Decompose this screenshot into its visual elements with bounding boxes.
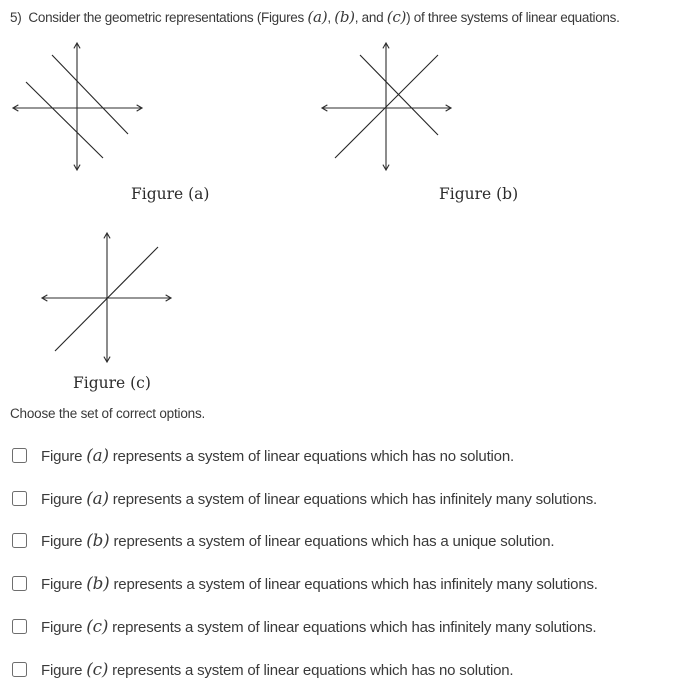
checkbox-option-3[interactable]	[12, 533, 27, 548]
checkbox-option-5[interactable]	[12, 619, 27, 634]
figure-b-plot	[315, 38, 457, 176]
math-b: (b)	[86, 530, 110, 550]
checkbox-option-6[interactable]	[12, 662, 27, 677]
figure-c-plot	[35, 228, 177, 368]
question-text: 5) Consider the geometric representations (Figures (a), (b), and (c)) of three systems of linear equations.	[10, 8, 620, 26]
option-row-1[interactable]	[12, 444, 514, 466]
option-row-6[interactable]	[12, 658, 513, 680]
option-3-label[interactable]: Figure (b) represents a system of linear equations which has a unique solution.	[41, 530, 555, 550]
figure-c-caption: Figure (c)	[73, 374, 151, 392]
math-b: (b)	[86, 573, 110, 593]
figure-b-caption: Figure (b)	[439, 185, 519, 203]
option-row-4[interactable]	[12, 572, 598, 594]
option-4-label[interactable]: Figure (b) represents a system of linear equations which has infinitely many solutions.	[41, 573, 598, 593]
math-a: (a)	[86, 445, 109, 465]
figure-a-caption: Figure (a)	[131, 185, 210, 203]
option-5-label[interactable]: Figure (c) represents a system of linear equations which has infinitely many solutions.	[41, 616, 597, 636]
math-c: (c)	[86, 659, 109, 679]
option-6-label[interactable]: Figure (c) represents a system of linear equations which has no solution.	[41, 659, 514, 679]
checkbox-option-4[interactable]	[12, 576, 27, 591]
option-row-2[interactable]	[12, 487, 597, 509]
checkbox-option-2[interactable]	[12, 491, 27, 506]
math-b: (b)	[334, 8, 355, 26]
math-a: (a)	[307, 8, 328, 26]
prompt-text: Choose the set of correct options.	[10, 406, 206, 421]
question-number: 5)	[10, 10, 22, 25]
option-1-label[interactable]: Figure (a) represents a system of linear equations which has no solution.	[41, 445, 514, 465]
figure-a-plot	[8, 38, 148, 176]
option-row-5[interactable]	[12, 615, 596, 637]
math-a: (a)	[86, 488, 109, 508]
checkbox-option-1[interactable]	[12, 448, 27, 463]
option-2-label[interactable]: Figure (a) represents a system of linear equations which has infinitely many solutions.	[41, 488, 597, 508]
math-c: (c)	[386, 8, 407, 26]
math-c: (c)	[86, 616, 109, 636]
option-row-3[interactable]	[12, 529, 554, 551]
